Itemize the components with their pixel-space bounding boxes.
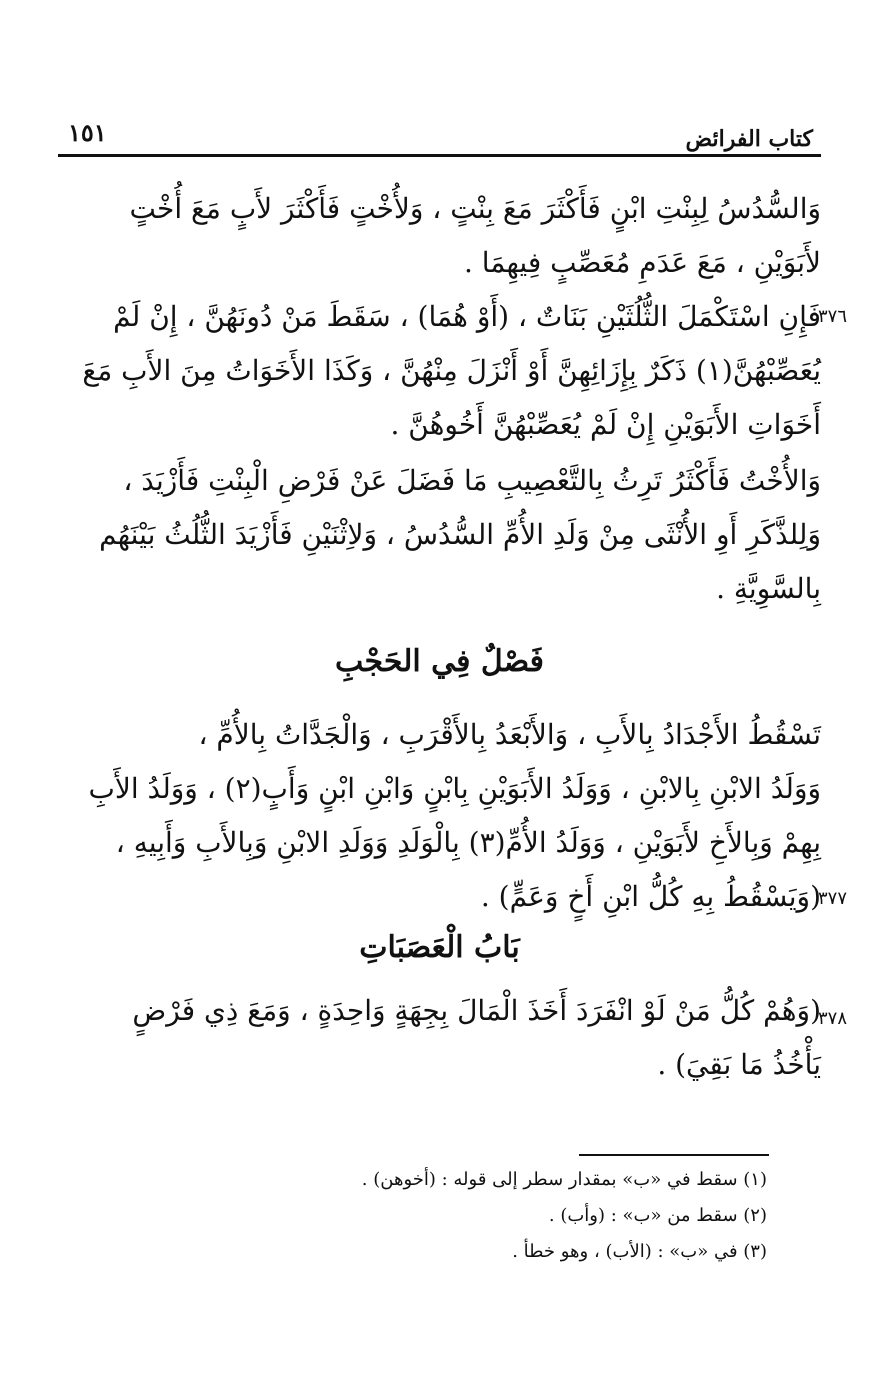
page-number: ١٥١: [68, 118, 107, 147]
text-line: لأَبَوَيْنِ ، مَعَ عَدَمِ مُعَصِّبٍ فِيهِمَا .: [463, 246, 821, 279]
footnotes: [117, 1162, 767, 1270]
paragraph-3: [99, 454, 821, 616]
section-title-asabat: بَابُ الْعَصَبَاتِ: [359, 930, 520, 965]
paragraph-1: [111, 182, 821, 290]
header-divider: [58, 154, 821, 157]
text-line: (وَيَسْقُطُ بِهِ كُلُّ ابْنِ أَخٍ وَعَمٍّ) .: [480, 880, 821, 913]
section-title-hajb: فَصْلٌ فِي الحَجْبِ: [335, 644, 544, 679]
text-line: فَإِنِ اسْتَكْمَلَ الثُّلُثَيْنِ بَنَاتٌ ، (أَوْ هُمَا) ، سَقَطَ مَنْ دُونَهُنَّ ، إِنْ لَمْ: [113, 300, 821, 333]
text-line: يَأْخُذُ مَا بَقِيَ) .: [657, 1048, 821, 1081]
book-title: كتاب الفرائض: [685, 126, 813, 152]
text-line: تَسْقُطُ الأَجْدَادُ بِالأَبِ ، وَالأَبْعَدُ بِالأَقْرَبِ ، وَالْجَدَّاتُ بِالأُمِّ ،: [198, 718, 821, 751]
text-line: وَوَلَدُ الابْنِ بِالابْنِ ، وَوَلَدُ الأَبَوَيْنِ بِابْنٍ وَابْنِ ابْنٍ وَأَبٍ(٢) ، وَوَلَدُ الأَبِ: [88, 772, 821, 805]
text-line: بِالسَّوِيَّةِ .: [716, 572, 821, 605]
paragraph-4: [88, 708, 821, 924]
text-line: وَالأُخْتُ فَأَكْثَرُ تَرِثُ بِالتَّعْصِيبِ مَا فَضَلَ عَنْ فَرْضِ الْبِنْتِ فَأَزْيَدَ ،: [123, 464, 821, 497]
footnote-3: (٣) في «ب» : (الأب) ، وهو خطأ .: [512, 1241, 767, 1262]
margin-number-378: ٣٧٨: [818, 1008, 848, 1029]
text-line: أَخَوَاتِ الأَبَوَيْنِ إِنْ لَمْ يُعَصِّبْهُنَّ أَخُوهُنَّ .: [390, 408, 821, 441]
text-line: بِهِمْ وَبِالأَخِ لأَبَوَيْنِ ، وَوَلَدُ الأُمِّ(٣) بِالْوَلَدِ وَوَلَدِ الابْنِ وَبِالأَبِ وَأَبِيهِ ،: [115, 826, 821, 859]
footnote-divider: [579, 1154, 769, 1156]
text-line: وَلِلذَّكَرِ أَوِ الأُنْثَى مِنْ وَلَدِ الأُمِّ السُّدُسُ ، وَلاِثْنَيْنِ فَأَزْيَدَ الثُّلُثُ بَيْنَهُم: [99, 518, 821, 551]
text-line: يُعَصِّبْهُنَّ(١) ذَكَرٌ بِإِزَائِهِنَّ أَوْ أَنْزَلَ مِنْهُنَّ ، وَكَذَا الأَخَوَاتُ مِنَ الأَبِ مَعَ: [82, 354, 821, 387]
paragraph-2: [82, 290, 821, 452]
margin-number-377: ٣٧٧: [818, 888, 848, 909]
footnote-1: (١) سقط في «ب» بمقدار سطر إلى قوله : (أخوهن) .: [361, 1169, 767, 1190]
text-line: (وَهُمْ كُلُّ مَنْ لَوْ انْفَرَدَ أَخَذَ الْمَالَ بِجِهَةٍ وَاحِدَةٍ ، وَمَعَ ذِي فَرْضٍ: [132, 994, 821, 1027]
footnote-2: (٢) سقط من «ب» : (وأب) .: [548, 1205, 767, 1226]
paragraph-5: [111, 984, 821, 1092]
margin-number-376: ٣٧٦: [818, 306, 848, 327]
text-line: وَالسُّدُسُ لِبِنْتِ ابْنٍ فَأَكْثَرَ مَعَ بِنْتٍ ، وَلأُخْتٍ فَأَكْثَرَ لأَبٍ مَعَ أُخْتٍ: [129, 192, 821, 225]
